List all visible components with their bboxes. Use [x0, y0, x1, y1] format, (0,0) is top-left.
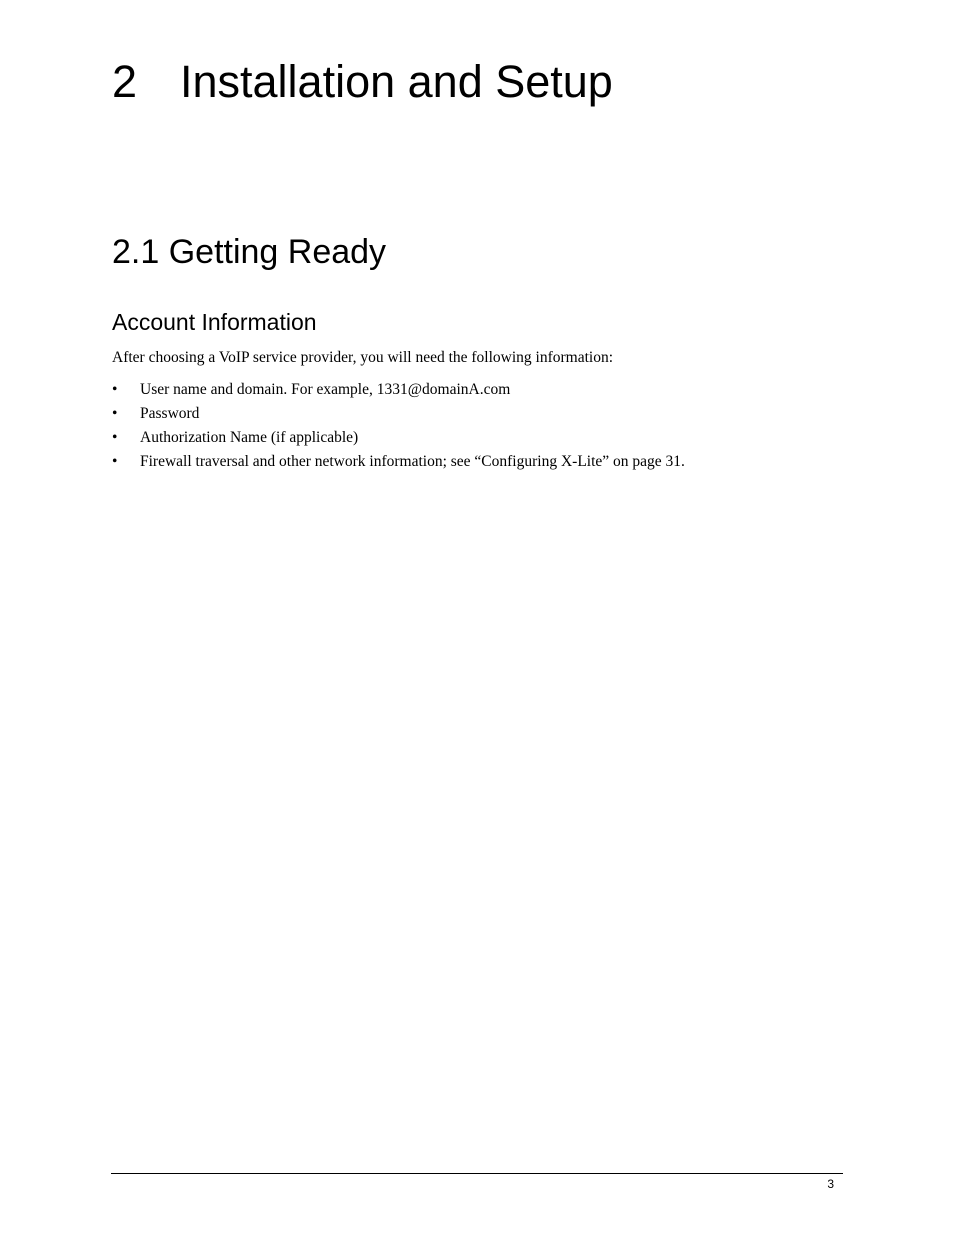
- intro-paragraph: After choosing a VoIP service provider, you will need the following information:: [112, 349, 614, 366]
- list-item-text: User name and domain. For example, 1331@domainA.com: [140, 381, 511, 398]
- page-number: 3: [827, 1177, 834, 1191]
- requirements-list: [112, 378, 685, 474]
- chapter-number: 2: [112, 56, 138, 107]
- bullet-marker: •: [112, 381, 118, 398]
- bullet-marker: •: [112, 453, 118, 470]
- chapter-title: Installation and Setup: [180, 56, 613, 107]
- list-item: [112, 450, 685, 474]
- section-heading: 2.1 Getting Ready: [112, 233, 387, 271]
- chapter-heading: [112, 52, 613, 112]
- footer-divider: [111, 1173, 843, 1174]
- list-item: [112, 402, 685, 426]
- list-item: [112, 426, 685, 450]
- subsection-heading: Account Information: [112, 309, 317, 335]
- list-item-text: Password: [140, 405, 200, 422]
- bullet-marker: •: [112, 429, 118, 446]
- list-item-text: Firewall traversal and other network information; see “Configuring X-Lite” on page 31.: [140, 453, 685, 470]
- list-item-text: Authorization Name (if applicable): [140, 429, 359, 446]
- bullet-marker: •: [112, 405, 118, 422]
- list-item: [112, 378, 685, 402]
